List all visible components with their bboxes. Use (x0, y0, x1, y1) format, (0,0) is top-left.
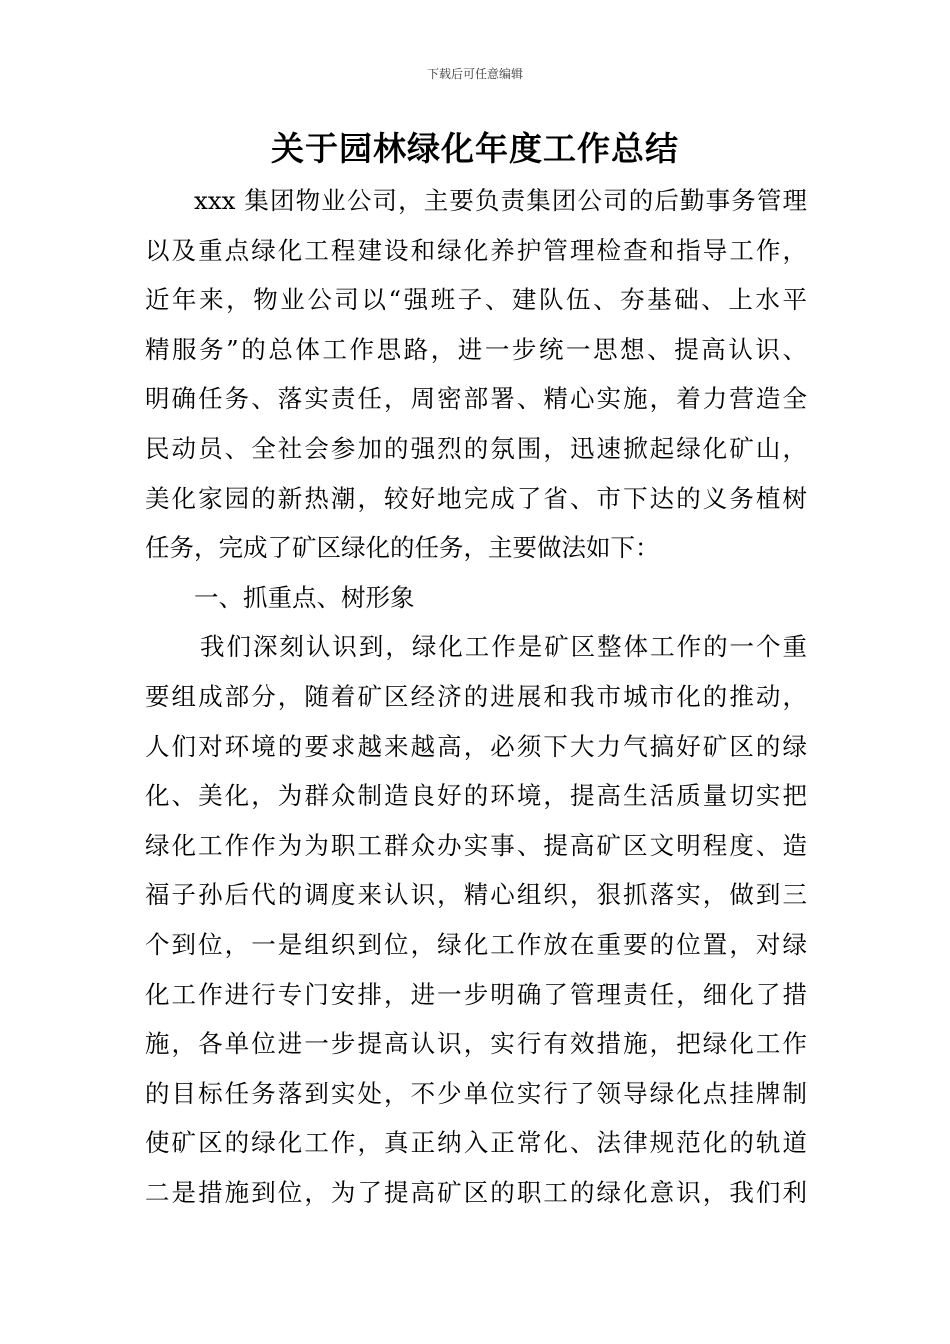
text-line: 使矿区的绿化工作，真正纳入正常化、法律规范化的轨道 (145, 1128, 807, 1158)
text-line: 民动员、全社会参加的强烈的氛围，迅速掀起绿化矿山， (145, 433, 807, 463)
text-line: 要组成部分，随着矿区经济的进展和我市城市化的推动， (145, 681, 807, 711)
text-line: 一、抓重点、树形象 (194, 582, 415, 612)
text-line: 明确任务、落实责任，周密部署、精心实施，着力营造全 (145, 384, 807, 414)
text-line: 化工作进行专门安排，进一步明确了管理责任，细化了措 (145, 979, 807, 1009)
text-line: 精服务”的总体工作思路，进一步统一思想、提高认识、 (145, 334, 807, 364)
text-line: 人们对环境的要求越来越高，必须下大力气搞好矿区的绿 (145, 731, 807, 761)
text-line: xxx 集团物业公司，主要负责集团公司的后勤事务管理 (194, 186, 807, 215)
text-line: 以及重点绿化工程建设和绿化养护管理检查和指导工作， (145, 235, 807, 265)
text-line: 化、美化，为群众制造良好的环境，提高生活质量切实把 (145, 781, 807, 811)
document-title: 关于园林绿化年度工作总结 (271, 129, 679, 168)
header-note: 下载后可任意编辑 (426, 67, 523, 81)
section-heading (145, 573, 807, 623)
text-line: 我们深刻认识到，绿化工作是矿区整体工作的一个重 (200, 632, 807, 662)
text-line: 近年来，物业公司以“强班子、建队伍、夯基础、上水平 (145, 285, 807, 315)
paragraph-section-one (145, 622, 807, 1217)
text-line: 福子孙后代的调度来认识，精心组织，狠抓落实，做到三 (145, 880, 807, 910)
document-body (145, 176, 807, 1217)
text-line: 施，各单位进一步提高认识，实行有效措施，把绿化工作 (145, 1029, 807, 1059)
text-line: 任务，完成了矿区绿化的任务，主要做法如下： (145, 533, 660, 563)
text-line: 美化家园的新热潮，较好地完成了省、市下达的义务植树 (145, 483, 807, 513)
paragraph-intro (145, 176, 807, 573)
text-line: 二是措施到位，为了提高矿区的职工的绿化意识，我们利 (145, 1177, 807, 1207)
text-line: 个到位，一是组织到位，绿化工作放在重要的位置，对绿 (145, 929, 807, 959)
text-line: 的目标任务落到实处，不少单位实行了领导绿化点挂牌制 (145, 1078, 807, 1108)
text-line: 绿化工作作为为职工群众办实事、提高矿区文明程度、造 (145, 830, 807, 860)
